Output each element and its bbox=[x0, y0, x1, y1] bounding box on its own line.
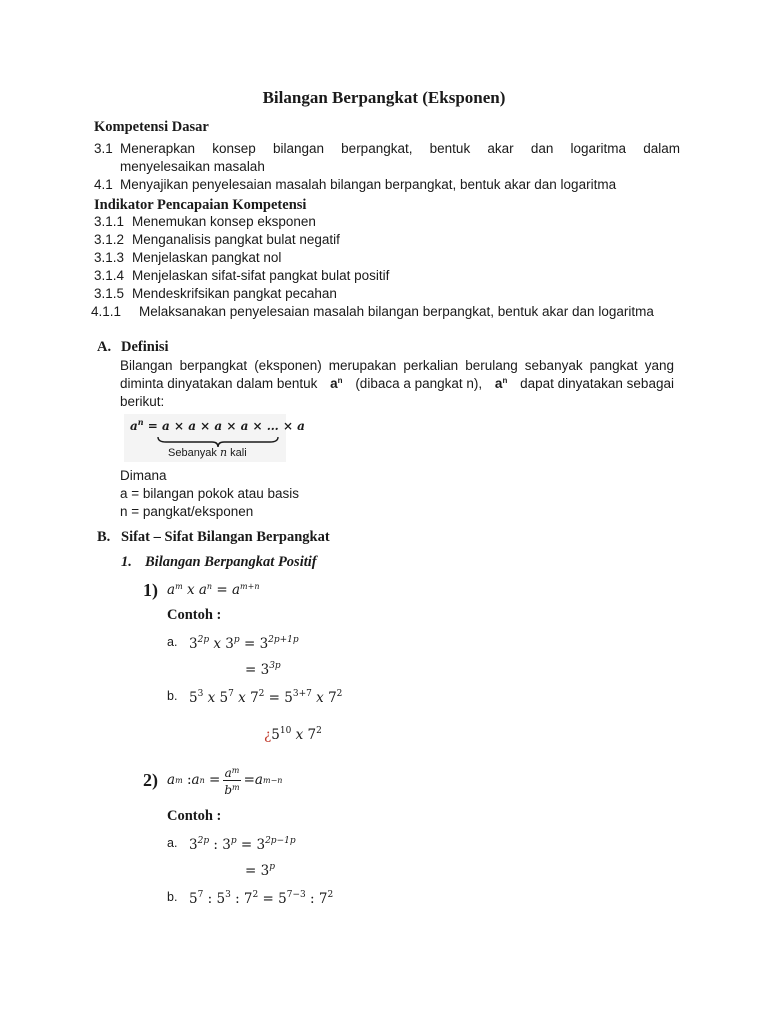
example-1b-line-1: $5^3$ x $5^7$ x $7^2 = 5^{3+7}$ x $7^2$ bbox=[189, 689, 343, 706]
kompetensi-dasar-heading: Kompetensi Dasar bbox=[94, 119, 209, 135]
definition-exponent: n = pangkat/eksponen bbox=[120, 504, 254, 519]
example-a-label: a. bbox=[167, 635, 178, 649]
kd-item-number: 4.1 bbox=[94, 177, 113, 192]
indikator-text: Mendeskrifsikan pangkat pecahan bbox=[132, 286, 337, 301]
indikator-item bbox=[94, 232, 340, 247]
indikator-number: 3.1.3 bbox=[94, 250, 125, 265]
indikator-text: Menjelaskan pangkat nol bbox=[132, 250, 282, 265]
indikator-number: 4.1.1 bbox=[91, 304, 122, 319]
fraction: $\frac{a^m}{b^m}$ bbox=[224, 765, 240, 797]
indikator-text: Melaksanakan penyelesaian masalah bilangan berpangkat, bentuk akar dan logaritma bbox=[139, 304, 654, 319]
definition-text: (dibaca a pangkat n), bbox=[355, 376, 483, 391]
example-1a-line-2: = $3^{3p}$ bbox=[245, 661, 281, 678]
indikator-number: 3.1.5 bbox=[94, 286, 125, 301]
example-2b-line-1: $5^7$ : $5^3$ : $7^2 = 5^{7-3}$ : $7^2$ bbox=[189, 890, 334, 907]
example-2a-line-2: = $3^p$ bbox=[245, 862, 275, 879]
example-1a-line-1: $3^{2p}$ x $3^p = 3^{2p+1p}$ bbox=[189, 635, 299, 652]
rule-1-formula: $a^m$ x $a^n = a^{m+n}$ bbox=[167, 582, 260, 598]
example-a-label: a. bbox=[167, 836, 178, 850]
definition-line-3: berikut: bbox=[120, 394, 165, 409]
section-b-letter: B. bbox=[97, 529, 111, 545]
indikator-text: Menganalisis pangkat bulat negatif bbox=[132, 232, 340, 247]
indikator-item bbox=[94, 286, 337, 301]
indikator-item bbox=[94, 268, 389, 283]
example-1b-line-2: ¿$5^{10}$ x $7^2$ bbox=[264, 726, 322, 743]
indikator-item bbox=[94, 250, 281, 265]
kd-item-4-1 bbox=[94, 177, 694, 192]
exponent-definition-formula bbox=[124, 414, 305, 462]
contoh-label: Contoh : bbox=[167, 808, 222, 824]
kd-item-text: Menyajikan penyelesaian masalah bilangan berpangkat, bentuk akar dan logaritma bbox=[120, 177, 617, 192]
indikator-text: Menjelaskan sifat-sifat pangkat bulat positif bbox=[132, 268, 390, 283]
example-b-label: b. bbox=[167, 890, 178, 904]
indikator-number: 3.1.2 bbox=[94, 232, 125, 247]
example-b-label: b. bbox=[167, 689, 178, 703]
kd-item-text: Menerapkan konsep bilangan berpangkat, bentuk akar dan logaritma dalam bbox=[120, 141, 680, 156]
indikator-heading: Indikator Pencapaian Kompetensi bbox=[94, 197, 307, 213]
indikator-item bbox=[94, 214, 316, 229]
subsection-number: 1. bbox=[121, 554, 132, 570]
section-b-heading: Sifat – Sifat Bilangan Berpangkat bbox=[121, 529, 330, 545]
indikator-text: Menemukan konsep eksponen bbox=[132, 214, 316, 229]
definition-symbol: $a^n$ bbox=[330, 376, 343, 391]
definition-text: diminta dinyatakan dalam bentuk bbox=[120, 376, 318, 391]
subsection-heading: Bilangan Berpangkat Positif bbox=[145, 554, 317, 570]
kd-item-number: 3.1 bbox=[94, 141, 113, 156]
indikator-number: 3.1.4 bbox=[94, 268, 125, 283]
dimana-label: Dimana bbox=[120, 468, 167, 483]
section-a-letter: A. bbox=[97, 339, 112, 355]
rule-1-number: 1) bbox=[143, 580, 158, 600]
page-title: Bilangan Berpangkat (Eksponen) bbox=[262, 88, 506, 107]
kd-item-3-1 bbox=[94, 141, 680, 156]
rule-2-formula: a m : a n = $\frac{a^m}{b^m}$ = a m−n bbox=[167, 765, 283, 797]
definition-line-2 bbox=[120, 376, 674, 391]
underbrace-label: Sebanyak n kali bbox=[168, 446, 247, 459]
example-2a-line-1: $3^{2p}$ : $3^p = 3^{2p-1p}$ bbox=[189, 836, 296, 853]
contoh-label: Contoh : bbox=[167, 607, 222, 623]
formula-expression: $a^n = a \times a \times a \times a$ × … × a bbox=[130, 417, 305, 433]
definition-line-1: Bilangan berpangkat (eksponen) merupakan perkalian berulang sebanyak pangkat yang bbox=[120, 358, 674, 373]
rule-2-number: 2) bbox=[143, 770, 158, 790]
kd-item-text-continued: menyelesaikan masalah bbox=[120, 159, 265, 174]
definition-text: dapat dinyatakan sebagai bbox=[520, 376, 674, 391]
definition-symbol: $a^n$ bbox=[494, 376, 508, 391]
section-a-heading: Definisi bbox=[121, 339, 169, 355]
indikator-number: 3.1.1 bbox=[94, 214, 125, 229]
indikator-item bbox=[91, 304, 654, 319]
stray-glyph: ¿ bbox=[264, 727, 272, 743]
definition-basis: a = bilangan pokok atau basis bbox=[120, 486, 300, 501]
